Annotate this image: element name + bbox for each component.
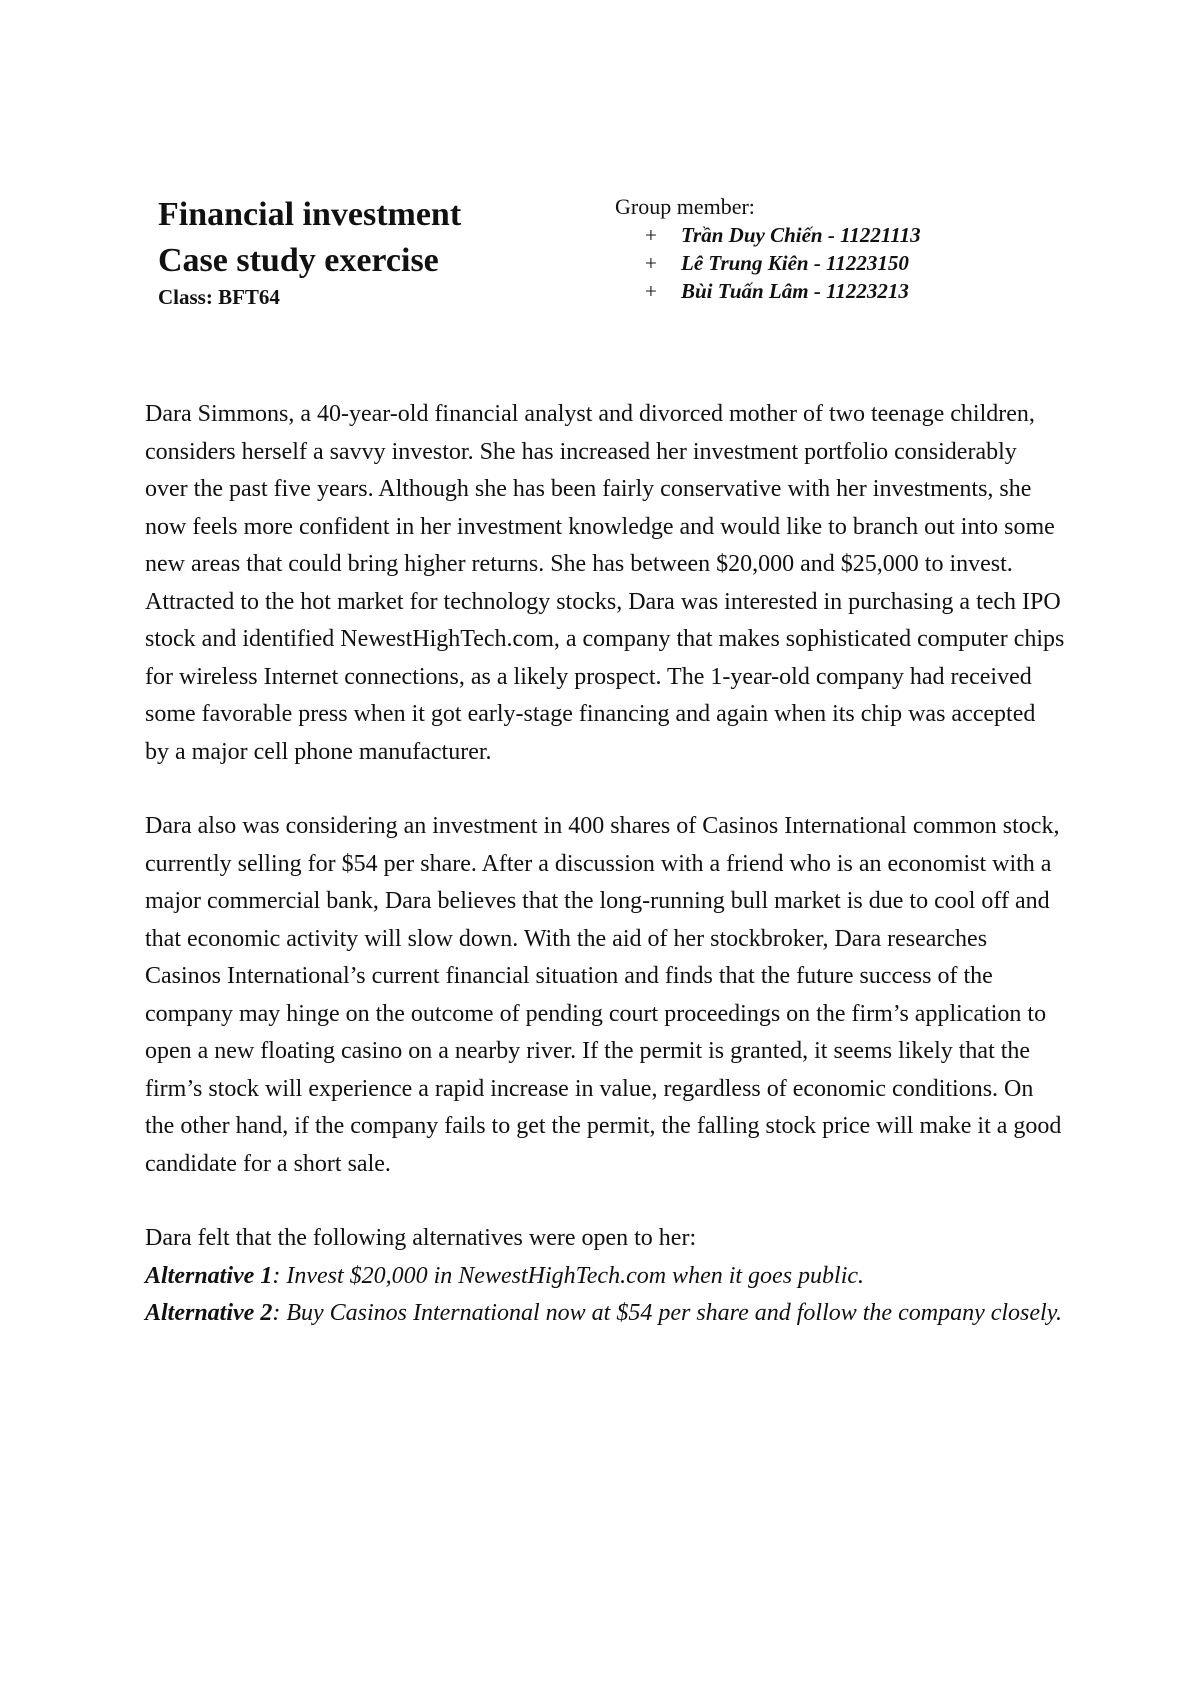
list-bullet: + <box>645 223 657 247</box>
case-study-body <box>145 396 1065 1333</box>
group-member-name: Bùi Tuấn Lâm - 11223213 <box>681 279 909 303</box>
paragraph-spacer <box>145 771 1065 808</box>
alternatives-intro: Dara felt that the following alternatives were open to her: <box>145 1225 697 1251</box>
group-member-item <box>615 277 1035 305</box>
title-block <box>158 192 578 310</box>
paragraph-casinos-international: Dara also was considering an investment in 400 shares of Casinos International common stock, currently selling for $54 per share. After a discussion with a friend who is an economist with a major commercial bank, Dara believes that the long-running bull market is due to cool off and that economic activity will slow down. With the aid of her stockbroker, Dara researches Casinos International’s current financial situation and finds that the future success of the company may hinge on the outcome of pending court proceedings on the firm’s application to open a new floating casino on a nearby river. If the permit is granted, it seems likely that the firm’s stock will experience a rapid increase in value, regardless of economic conditions. On the other hand, if the company fails to get the permit, the falling stock price will make it a good candidate for a short sale. <box>145 813 1062 1177</box>
alternative-text: : Invest $20,000 in NewestHighTech.com when it goes public. <box>272 1262 865 1289</box>
group-member-item <box>615 221 1035 249</box>
group-member-item <box>615 249 1035 277</box>
alternative-label: Alternative 2 <box>145 1300 273 1326</box>
document-title-line-2: Case study exercise <box>158 242 439 279</box>
group-member-name: Lê Trung Kiên - 11223150 <box>681 251 909 275</box>
alternative-item <box>145 1295 1065 1333</box>
paragraph-spacer <box>145 1183 1065 1220</box>
alternative-label: Alternative 1 <box>145 1262 273 1289</box>
class-label: Class: BFT64 <box>158 285 280 309</box>
list-bullet: + <box>645 279 657 303</box>
list-bullet: + <box>645 251 657 275</box>
group-member-heading: Group member: <box>615 194 755 219</box>
alternative-item <box>145 1258 1065 1296</box>
alternative-text: : Buy Casinos International now at $54 per share and follow the company closely. <box>272 1300 1063 1326</box>
group-members-block <box>615 193 1035 305</box>
document-title-line-1: Financial investment <box>158 196 462 233</box>
group-member-name: Trần Duy Chiến - 11221113 <box>681 223 921 247</box>
paragraph-dara-background: Dara Simmons, a 40-year-old financial analyst and divorced mother of two teenage children, considers herself a savvy investor. She has increased her investment portfolio considerably over the past five years. Although she has been fairly conservative with her investments, she now feels more confident in her investment knowledge and would like to branch out into some new areas that could bring higher returns. She has between $20,000 and $25,000 to invest. Attracted to the hot market for technology stocks, Dara was interested in purchasing a tech IPO stock and identified NewestHighTech.com, a company that makes sophisticated computer chips for wireless Internet connections, as a likely prospect. The 1-year-old company had received some favorable press when it got early-stage financing and again when its chip was accepted by a major cell phone manufacturer. <box>145 401 1065 765</box>
